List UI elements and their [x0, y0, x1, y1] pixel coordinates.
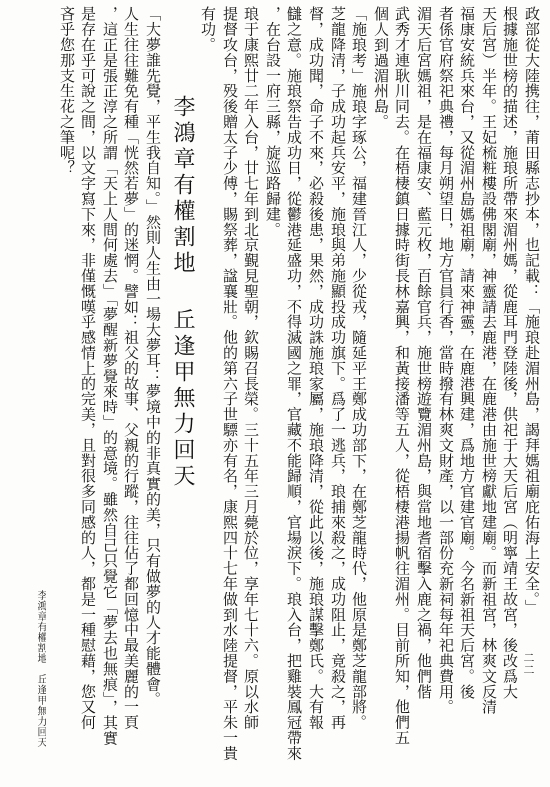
text-column: 「大夢誰先覺，平生我自知。」然則人生由一場大夢耳：夢境中的非真實的美，只有做夢的人才能體會。 — [144, 6, 162, 707]
text-column: 有功。 — [199, 6, 217, 53]
article-title-part-1: 李鴻章有權割地 — [170, 95, 195, 277]
text-column: 人生往往難免有種「恍然若夢」的迷惘。譬如：祖父的故事、父親的行蹤，往往佔了都回憶中最美麗的一頁 — [122, 6, 140, 730]
text-column: 武秀才連耿川同去。在梧棲鎮日據時街長林嘉興，和黃接潘等五人，從梧棲港揚帆往湄州。目前所知，他們五 — [393, 6, 411, 746]
text-column: 天后宮）半年。王妃梳粧樓設佛閣廟，神靈請去鹿港，在鹿港由施世榜獻地建廟。而新祖宮，林爽文反清 — [480, 6, 498, 715]
text-column: 根據施世榜的描述，施琅所帶來湄州媽，從鹿耳門登陸後，供祀于大天后宮（明寧靖王故宮，後改爲大 — [501, 6, 519, 699]
text-column: 個人到過湄州島。 — [372, 6, 390, 130]
text-column: 湄天后宮媽祖，是在福康安、藍元枚，百餘官兵，施世榜遊覽湄州島，與當地耆宿擊入鹿之禍，他們偕 — [415, 6, 433, 699]
text-column: 吝乎您那支生花之筆呢？ — [58, 6, 76, 176]
text-column: 是存在乎可說之間，以文字寫下來，非僅慨嘆乎感情上的完美，且對很多同感的人，都是一種慰藉，您又何 — [79, 6, 97, 730]
text-column: 「施琅考」施琅字琢公，福建晉江人，少從戎，隨延平王鄭成功部下，在鄭芝龍時代，他原是鄭芝龍部將。 — [350, 6, 368, 730]
text-column: ，在台設一府三縣，旋巡路歸建。 — [264, 6, 282, 237]
text-column: 琅于康熙廿二年入台，廿七年到北京覲見聖朝，欽賜召長榮。三十五年三月薨於位，享年七十六。原以水師 — [242, 6, 260, 730]
text-column: 福康安統兵來台，又從湄州島媽祖廟，請來神靈，在鹿港興建，爲地方官建官廟。今名新祖天后宮。後 — [458, 6, 476, 699]
text-column: 讎之意。施琅祭告成功日，從鬱港延盛功，不得滅國之罪，官藏不能歸順，官場淚下。琅入台，把雞裝鳳冠帶來 — [285, 6, 303, 761]
text-column: 政部從大陸携往，莆田縣志抄本，也記載：「施琅赴湄州島，謁拜媽祖廟庇佑海上安全。」 — [523, 6, 541, 615]
article-title-part-2: 丘逢甲無力回天 — [170, 308, 195, 490]
text-column: ，這正是張正淳之所謂「天上人間何處去」「夢醒新夢覺來時」的意境。雖然自己只覺它「夢去也無痕」，其實 — [101, 6, 119, 746]
text-column: 督，成功聞，命子不來，必殺後患，果然，成功誅施琅家屬，施琅降清，從此以後，施琅謀擊鄭氏。大有報 — [307, 6, 325, 730]
running-header: 李鴻章有權割地 丘逢甲無力回天 — [35, 590, 46, 748]
page-number: 二二 — [522, 652, 535, 676]
text-column: 芝龍降清，子成功起兵安平，施琅與弟施顯投成功旗下。爲了一逃兵，琅捕來殺之，成功阻止，竟殺之，再 — [329, 6, 347, 730]
text-column: 者係官府祭祀典禮，每月朔望日，地方官員行香，當時撥有林爽文財產，以一部份充新祠每年祀典費用。 — [437, 6, 455, 715]
text-column: 提督攻台，殁後贈太子少傅，賜祭葬，諡襄壯。他的第六子世驃亦有名，康熙四十七年做到水陸提督，平朱一貴 — [221, 6, 239, 761]
